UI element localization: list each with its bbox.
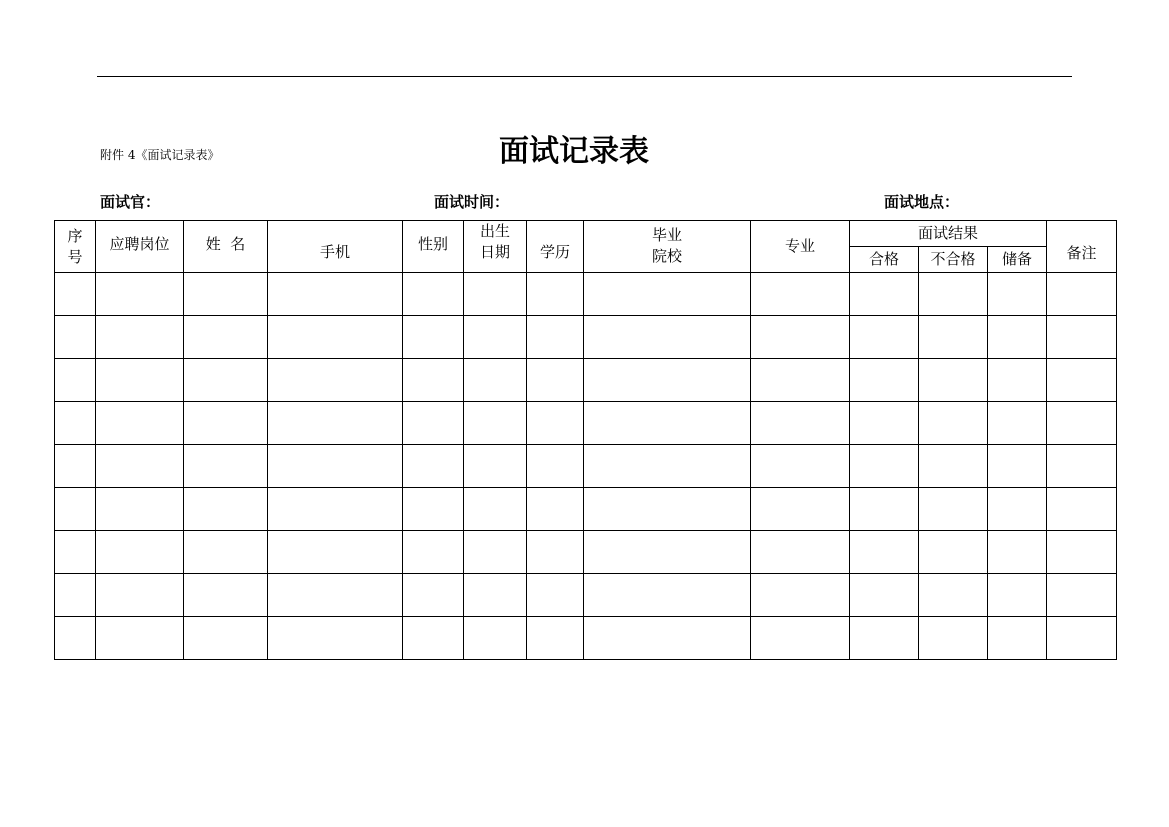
table-cell — [527, 402, 584, 445]
table-cell — [919, 316, 988, 359]
table-cell — [55, 445, 96, 488]
table-cell — [919, 488, 988, 531]
interviewer-label: 面试官： — [100, 193, 161, 211]
table-cell — [584, 316, 751, 359]
table-cell — [464, 359, 527, 402]
table-cell — [527, 359, 584, 402]
table-cell — [96, 574, 184, 617]
header-pass: 合格 — [850, 247, 919, 273]
table-cell — [584, 574, 751, 617]
table-cell — [96, 531, 184, 574]
table-cell — [527, 316, 584, 359]
table-cell — [403, 445, 464, 488]
table-cell — [403, 574, 464, 617]
table-cell — [184, 273, 268, 316]
table-cell — [403, 531, 464, 574]
table-cell — [988, 359, 1047, 402]
header-fail: 不合格 — [919, 247, 988, 273]
attachment-label: 附件 4《面试记录表》 — [100, 148, 220, 162]
table-cell — [527, 273, 584, 316]
header-phone: 手机 — [268, 221, 403, 273]
interview-record-table — [54, 220, 1117, 660]
table-cell — [584, 359, 751, 402]
table-cell — [850, 445, 919, 488]
interview-time-label: 面试时间： — [434, 193, 510, 211]
table-cell — [464, 316, 527, 359]
table-cell — [527, 445, 584, 488]
table-cell — [584, 402, 751, 445]
header-birth-date: 出生 日期 — [464, 221, 527, 273]
table-cell — [464, 402, 527, 445]
table-cell — [527, 617, 584, 660]
table-row — [55, 488, 1117, 531]
table-body — [55, 273, 1117, 660]
table-cell — [850, 617, 919, 660]
header-position: 应聘岗位 — [96, 221, 184, 273]
table-cell — [268, 402, 403, 445]
table-cell — [55, 359, 96, 402]
table-cell — [55, 488, 96, 531]
table-cell — [919, 273, 988, 316]
table-cell — [850, 488, 919, 531]
table-cell — [919, 617, 988, 660]
table-cell — [96, 488, 184, 531]
table-cell — [1047, 574, 1117, 617]
table-cell — [1047, 359, 1117, 402]
table-cell — [988, 574, 1047, 617]
header-interview-result: 面试结果 — [850, 221, 1047, 247]
header-seq: 序 号 — [55, 221, 96, 273]
table-cell — [988, 402, 1047, 445]
table-cell — [55, 617, 96, 660]
table-cell — [751, 402, 850, 445]
table-cell — [268, 531, 403, 574]
table-row — [55, 316, 1117, 359]
table-cell — [988, 531, 1047, 574]
table-cell — [1047, 445, 1117, 488]
table-cell — [751, 531, 850, 574]
table-cell — [184, 402, 268, 445]
table-cell — [919, 445, 988, 488]
table-cell — [751, 617, 850, 660]
table-cell — [96, 617, 184, 660]
table-cell — [988, 445, 1047, 488]
table-cell — [403, 273, 464, 316]
table-cell — [751, 488, 850, 531]
header-education: 学历 — [527, 221, 584, 273]
table-cell — [96, 316, 184, 359]
table-cell — [850, 316, 919, 359]
table-cell — [919, 531, 988, 574]
table-cell — [584, 488, 751, 531]
table-row — [55, 359, 1117, 402]
interview-location-label: 面试地点： — [884, 193, 960, 211]
table-cell — [464, 445, 527, 488]
table-cell — [268, 574, 403, 617]
table-cell — [850, 531, 919, 574]
table-cell — [403, 402, 464, 445]
table-cell — [184, 445, 268, 488]
table-cell — [464, 531, 527, 574]
table-row — [55, 402, 1117, 445]
table-cell — [96, 402, 184, 445]
table-cell — [850, 359, 919, 402]
table-row — [55, 273, 1117, 316]
table-cell — [988, 488, 1047, 531]
table-cell — [184, 316, 268, 359]
document-title: 面试记录表 — [499, 134, 649, 169]
table-cell — [988, 316, 1047, 359]
table-cell — [527, 531, 584, 574]
table-cell — [1047, 402, 1117, 445]
table-cell — [988, 273, 1047, 316]
table-cell — [919, 574, 988, 617]
table-cell — [1047, 617, 1117, 660]
header-school: 毕业 院校 — [584, 221, 751, 273]
table-cell — [184, 359, 268, 402]
table-cell — [1047, 316, 1117, 359]
table-row — [55, 445, 1117, 488]
table-cell — [268, 488, 403, 531]
table-cell — [184, 488, 268, 531]
table-cell — [268, 273, 403, 316]
top-rule — [97, 76, 1072, 77]
table-row — [55, 531, 1117, 574]
table-cell — [584, 531, 751, 574]
table-cell — [55, 531, 96, 574]
table-cell — [184, 617, 268, 660]
table-cell — [527, 574, 584, 617]
table-cell — [527, 488, 584, 531]
table-cell — [751, 273, 850, 316]
table-cell — [464, 617, 527, 660]
table-row — [55, 617, 1117, 660]
table-cell — [1047, 531, 1117, 574]
table-cell — [96, 273, 184, 316]
table-cell — [584, 273, 751, 316]
table-cell — [55, 316, 96, 359]
table-cell — [464, 488, 527, 531]
table-cell — [184, 531, 268, 574]
table-cell — [850, 574, 919, 617]
header-remark: 备注 — [1047, 221, 1117, 273]
table-cell — [988, 617, 1047, 660]
table-cell — [584, 445, 751, 488]
table-cell — [184, 574, 268, 617]
table-cell — [751, 316, 850, 359]
table-cell — [464, 574, 527, 617]
table-cell — [403, 359, 464, 402]
table-cell — [268, 445, 403, 488]
table-cell — [403, 488, 464, 531]
table-cell — [584, 617, 751, 660]
table-cell — [55, 273, 96, 316]
table-cell — [464, 273, 527, 316]
table-cell — [751, 445, 850, 488]
table-cell — [268, 359, 403, 402]
header-name: 姓 名 — [184, 221, 268, 273]
header-reserve: 储备 — [988, 247, 1047, 273]
table-cell — [751, 359, 850, 402]
table-cell — [55, 402, 96, 445]
table-cell — [403, 316, 464, 359]
table-cell — [850, 273, 919, 316]
table-cell — [268, 316, 403, 359]
table-cell — [919, 402, 988, 445]
header-gender: 性别 — [403, 221, 464, 273]
header-major: 专业 — [751, 221, 850, 273]
table-cell — [96, 359, 184, 402]
table-cell — [1047, 488, 1117, 531]
table-row — [55, 574, 1117, 617]
table-cell — [55, 574, 96, 617]
table-cell — [919, 359, 988, 402]
table-cell — [268, 617, 403, 660]
table-cell — [403, 617, 464, 660]
table-cell — [96, 445, 184, 488]
table-cell — [850, 402, 919, 445]
table-cell — [1047, 273, 1117, 316]
table-cell — [751, 574, 850, 617]
